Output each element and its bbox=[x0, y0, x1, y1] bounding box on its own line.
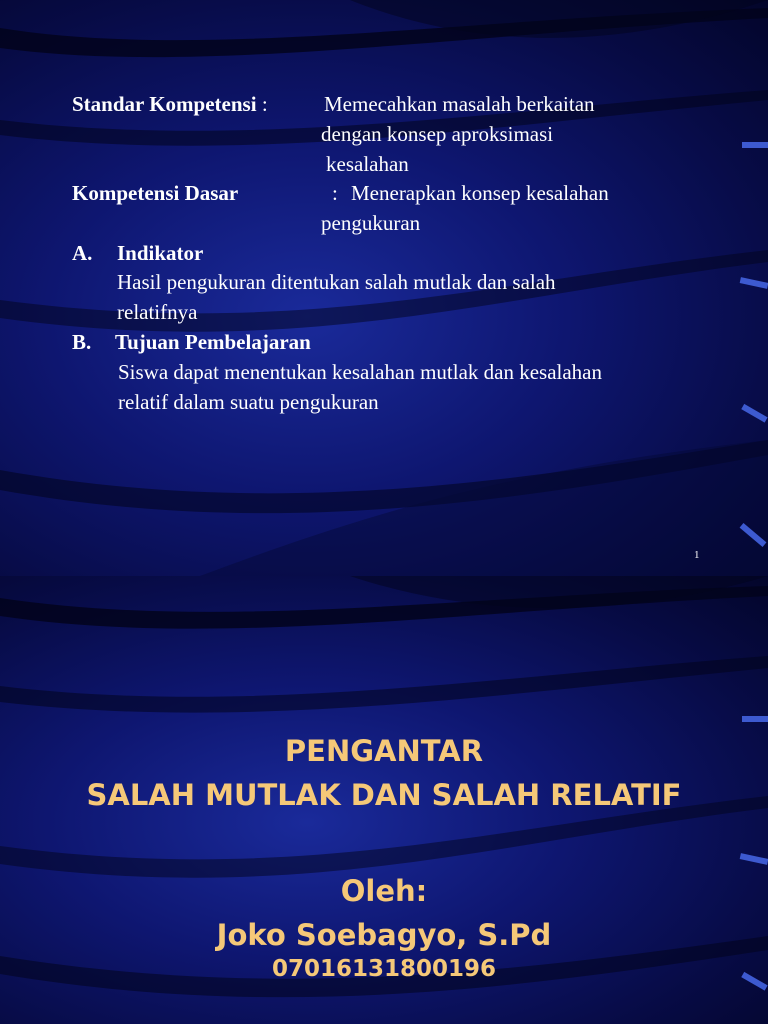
slide-number: 1 bbox=[694, 549, 700, 561]
author-by-label: Oleh: bbox=[340, 874, 428, 908]
item-b-title: Tujuan Pembelajaran bbox=[115, 330, 311, 354]
author-id-number: 07016131800196 bbox=[271, 956, 497, 982]
item-a-line-1: Hasil pengukuran ditentukan salah mutlak dan salah bbox=[117, 270, 556, 294]
title-line-2: SALAH MUTLAK DAN SALAH RELATIF bbox=[86, 778, 682, 812]
author-name: Joko Soebagyo, S.Pd bbox=[216, 918, 552, 952]
item-a-marker: A. bbox=[72, 241, 93, 265]
standar-kompetensi-label: Standar Kompetensi bbox=[72, 92, 257, 116]
item-b-marker: B. bbox=[72, 330, 92, 354]
slide-2 bbox=[0, 576, 768, 1024]
title-line-1: PENGANTAR bbox=[284, 734, 484, 768]
standar-kompetensi-line-3: kesalahan bbox=[326, 152, 409, 176]
item-a-line-2: relatifnya bbox=[117, 300, 198, 324]
item-b-line-1: Siswa dapat menentukan kesalahan mutlak dan kesalahan bbox=[118, 360, 603, 384]
kompetensi-dasar-label: Kompetensi Dasar bbox=[72, 181, 239, 205]
kompetensi-dasar-line-2: pengukuran bbox=[321, 211, 421, 235]
item-b-line-2: relatif dalam suatu pengukuran bbox=[118, 390, 379, 414]
standar-kompetensi-line-1: Memecahkan masalah berkaitan bbox=[324, 92, 595, 116]
item-a-title: Indikator bbox=[117, 241, 204, 265]
kompetensi-dasar-separator: : bbox=[332, 181, 338, 205]
standar-kompetensi-separator: : bbox=[261, 92, 268, 116]
kompetensi-dasar-line-1: Menerapkan konsep kesalahan bbox=[351, 181, 609, 205]
standar-kompetensi-line-2: dengan konsep aproksimasi bbox=[321, 122, 554, 146]
